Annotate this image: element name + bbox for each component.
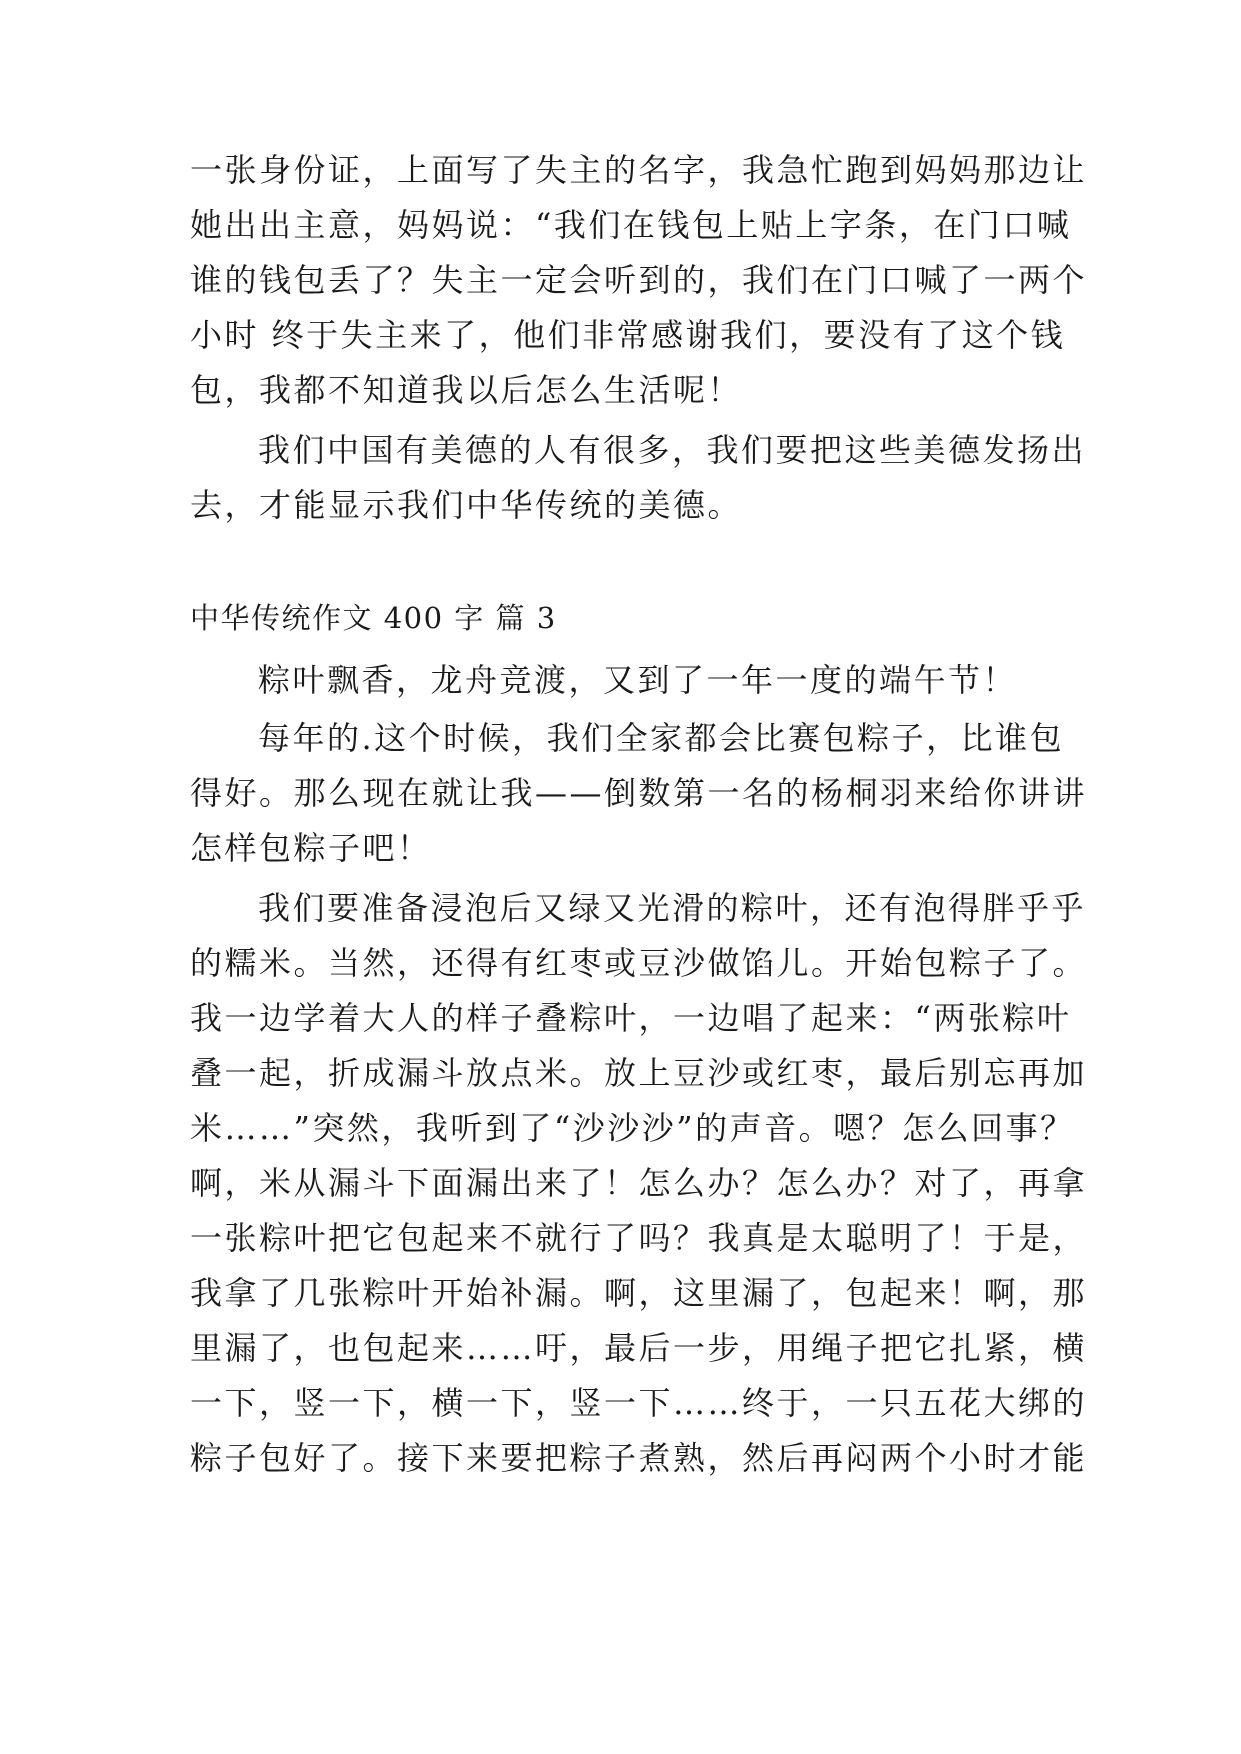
text-line: 怎样包粽子吧！ [190, 829, 432, 867]
text-line: 得好。那么现在就让我——倒数第一名的杨桐羽来给你讲讲 [190, 774, 1088, 812]
paragraph-first-line: 粽叶飘香，龙舟竞渡，又到了一年一度的端午节！ [258, 661, 1018, 699]
text-line: 一下，竖一下，横一下，竖一下……终于，一只五花大绑的 [190, 1384, 1088, 1422]
text-line: 一张身份证，上面写了失主的名字，我急忙跑到妈妈那边让 [190, 151, 1088, 189]
text-line: 小时 终于失主来了，他们非常感谢我们，要没有了这个钱 [190, 316, 1066, 354]
text-line: 米……”突然，我听到了“沙沙沙”的声音。嗯？怎么回事？ [190, 1109, 1075, 1147]
text-line: 啊，米从漏斗下面漏出来了！怎么办？怎么办？对了，再拿 [190, 1164, 1088, 1202]
paragraph-first-line: 我们中国有美德的人有很多，我们要把这些美德发扬出 [258, 431, 1087, 469]
paragraph-first-line: 每年的.这个时候，我们全家都会比赛包粽子，比谁包 [258, 719, 1065, 757]
text-line: 一张粽叶把它包起来不就行了吗？我真是太聪明了！于是， [190, 1219, 1088, 1257]
text-line: 的糯米。当然，还得有红枣或豆沙做馅儿。开始包粽子了。 [190, 944, 1088, 982]
text-line: 去，才能显示我们中华传统的美德。 [190, 486, 743, 524]
text-line: 谁的钱包丢了？失主一定会听到的，我们在门口喊了一两个 [190, 261, 1088, 299]
section-heading: 中华传统作文 400 字 篇 3 [190, 601, 557, 635]
text-line: 我一边学着大人的样子叠粽叶，一边唱了起来：“两张粽叶 [190, 999, 1072, 1037]
text-line: 我拿了几张粽叶开始补漏。啊，这里漏了，包起来！啊，那 [190, 1274, 1088, 1312]
text-line: 她出出主意，妈妈说：“我们在钱包上贴上字条，在门口喊 [190, 206, 1072, 244]
paragraph-first-line: 我们要准备浸泡后又绿又光滑的粽叶，还有泡得胖乎乎 [258, 889, 1087, 927]
text-line: 里漏了，也包起来……吁，最后一步，用绳子把它扎紧，横 [190, 1329, 1088, 1367]
text-line: 包，我都不知道我以后怎么生活呢！ [190, 371, 743, 409]
text-line: 粽子包好了。接下来要把粽子煮熟，然后再闷两个小时才能 [190, 1439, 1088, 1477]
text-line: 叠一起，折成漏斗放点米。放上豆沙或红枣，最后别忘再加 [190, 1054, 1088, 1092]
